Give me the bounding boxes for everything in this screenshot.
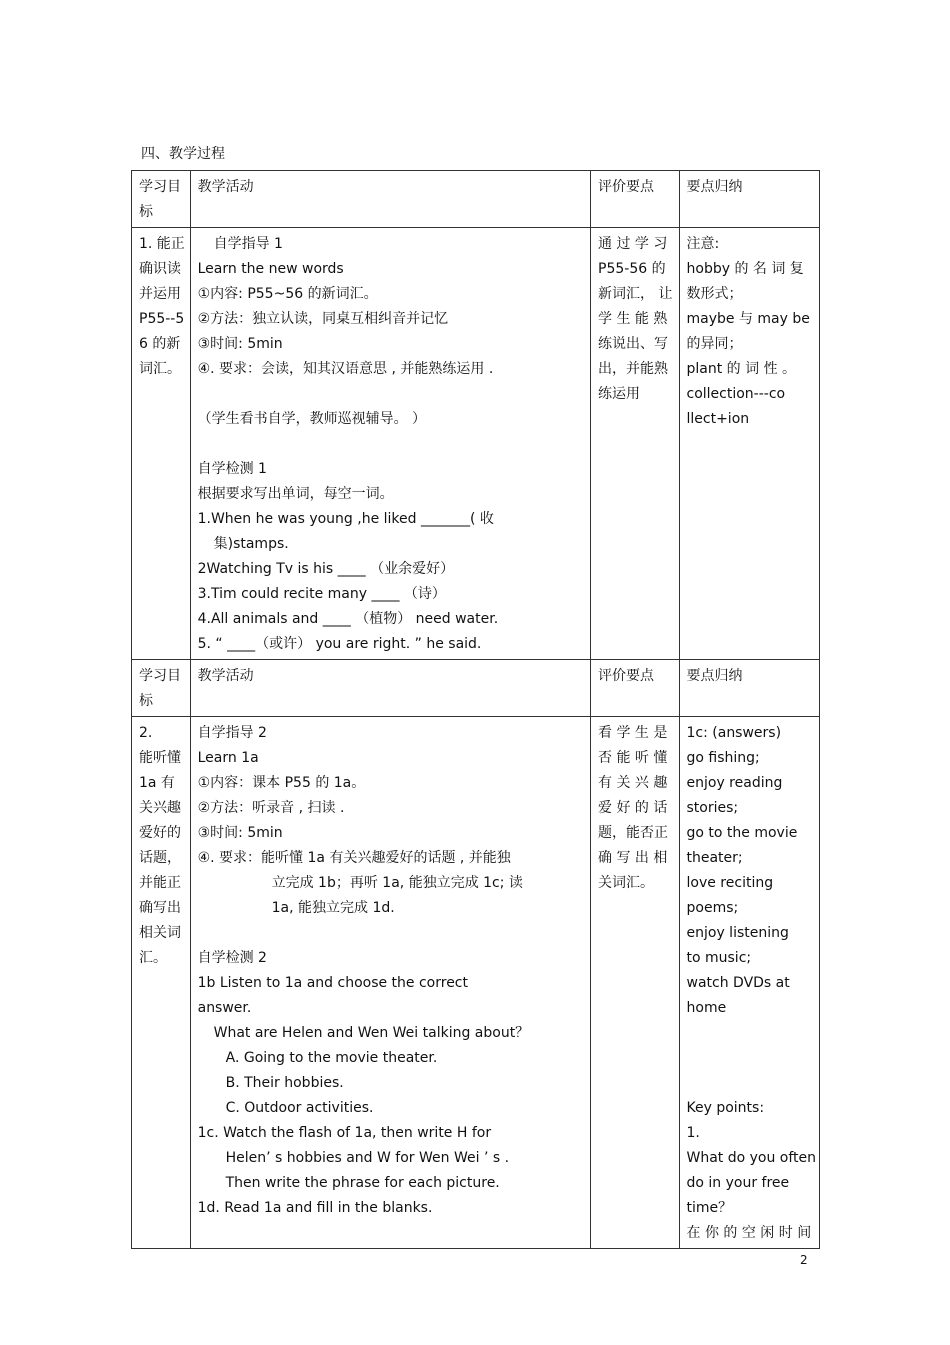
summary-line: collection---co	[686, 386, 786, 402]
activity-line: 4.All animals and ____ （植物） need water.	[197, 611, 499, 627]
summary-line: do in your free	[686, 1175, 790, 1191]
summary-line: hobby 的 名 词 复	[686, 261, 804, 277]
row2-goal	[132, 717, 191, 1249]
row2-goal-line: 爱好的	[139, 825, 181, 841]
row2-summary	[679, 717, 820, 1249]
summary-line: theater;	[686, 850, 743, 866]
activity-line: 自学指导 1	[213, 236, 283, 252]
summary-line: 数形式；	[686, 286, 743, 302]
row2-goal-line: 关兴趣	[139, 800, 181, 816]
header-summary: 要点归纳	[679, 171, 820, 228]
row1-goal-line: 6 的新	[139, 336, 181, 352]
table-row	[132, 717, 820, 1249]
summary-line: Key points:	[686, 1100, 765, 1116]
row1-goal-line: 并运用	[139, 286, 181, 302]
row1-goal-line: 词汇。	[139, 361, 181, 377]
activity-line: 3.Tim could recite many ____ （诗）	[197, 586, 446, 602]
evaluation-line: 学 生 能 熟	[598, 311, 668, 327]
activity-line: ③时间: 5min	[197, 336, 283, 352]
summary-line: stories;	[686, 800, 739, 816]
evaluation-line: P55-56 的	[598, 261, 666, 277]
activity-line: ④. 要求：能听懂 1a 有关兴趣爱好的话题 , 并能独	[197, 850, 511, 866]
evaluation-line: 看 学 生 是	[598, 725, 668, 741]
row2-evaluation	[591, 717, 679, 1249]
evaluation-line: 通 过 学 习	[598, 236, 668, 252]
header-goal-line: 标	[139, 204, 153, 220]
teaching-process-table	[131, 170, 820, 1249]
evaluation-line: 练说出、写	[598, 336, 669, 352]
evaluation-line: 爱 好 的 话	[598, 800, 668, 816]
evaluation-line: 练运用	[598, 386, 641, 402]
row2-goal-line: 1a 有	[139, 775, 175, 791]
activity-line: A. Going to the movie theater.	[225, 1050, 438, 1066]
row2-goal-line: 汇。	[139, 950, 167, 966]
row1-goal-line: 1. 能正	[139, 236, 185, 252]
header-row	[132, 171, 820, 228]
activity-line: Learn 1a	[197, 750, 259, 766]
activity-line: ③时间: 5min	[197, 825, 283, 841]
row2-goal-line: 并能正	[139, 875, 181, 891]
header-goal	[132, 171, 191, 228]
activity-line: 1.When he was young ,he liked _______( 收	[197, 511, 494, 527]
summary-line: enjoy listening	[686, 925, 789, 941]
row1-goal	[132, 228, 191, 660]
summary-line: love reciting	[686, 875, 774, 891]
evaluation-line: 新词汇， 让	[598, 286, 673, 302]
activity-line: 自学检测 2	[197, 950, 267, 966]
activity-line: C. Outdoor activities.	[225, 1100, 374, 1116]
header-goal-line: 标	[139, 693, 153, 709]
row2-goal-line: 话题，	[139, 850, 181, 866]
row2-goal-line: 2.	[139, 725, 153, 741]
activity-line: 1a, 能独立完成 1d.	[271, 900, 395, 916]
activity-line: Learn the new words	[197, 261, 344, 277]
summary-line: poems;	[686, 900, 739, 916]
summary-line: 在 你 的 空 闲 时 间	[686, 1225, 812, 1241]
activity-line: answer.	[197, 1000, 252, 1016]
header-goal-line: 学习目	[139, 668, 181, 684]
summary-line: go fishing;	[686, 750, 760, 766]
summary-line: 的异同；	[686, 336, 743, 352]
activity-line: 集)stamps.	[213, 536, 289, 552]
row1-goal-line: P55--5	[139, 311, 185, 327]
row2-goal-line: 确写出	[139, 900, 181, 916]
evaluation-line: 出，并能熟	[598, 361, 669, 377]
summary-line: enjoy reading	[686, 775, 783, 791]
summary-line: 1c: (answers)	[686, 725, 782, 741]
activity-line: ①内容: P55~56 的新词汇。	[197, 286, 378, 302]
summary-line: plant 的 词 性 。	[686, 361, 797, 377]
evaluation-line: 题，能否正	[598, 825, 669, 841]
row1-activity	[190, 228, 590, 660]
summary-line: time？	[686, 1200, 733, 1216]
header-activity: 教学活动	[190, 171, 590, 228]
summary-line: maybe 与 may be	[686, 311, 810, 327]
header-evaluation: 评价要点	[591, 171, 679, 228]
summary-line: 1.	[686, 1125, 700, 1141]
row2-goal-line: 相关词	[139, 925, 181, 941]
header-evaluation: 评价要点	[591, 660, 679, 717]
table-row	[132, 228, 820, 660]
header-activity: 教学活动	[190, 660, 590, 717]
activity-line: ④. 要求：会读，知其汉语意思 , 并能熟练运用 .	[197, 361, 494, 377]
activity-line: 1d. Read 1a and fill in the blanks.	[197, 1200, 433, 1216]
header-summary: 要点归纳	[679, 660, 820, 717]
summary-line: 注意:	[686, 236, 720, 252]
section-title: 四、教学过程	[141, 146, 225, 162]
row1-evaluation	[591, 228, 679, 660]
activity-line: ②方法：独立认读，同桌互相纠音并记忆	[197, 311, 449, 327]
summary-line: go to the movie	[686, 825, 798, 841]
activity-line: 立完成 1b；再听 1a, 能独立完成 1c; 读	[271, 875, 523, 891]
activity-line: 5. “ ____（或许） you are right. ” he said.	[197, 636, 482, 652]
summary-line: watch DVDs at	[686, 975, 790, 991]
activity-line: 2Watching Tv is his ____ （业余爱好）	[197, 561, 455, 577]
summary-line: to music;	[686, 950, 752, 966]
activity-line: Helen’ s hobbies and W for Wen Wei ’ s .	[225, 1150, 510, 1166]
page-number: 2	[800, 1253, 808, 1267]
header-goal	[132, 660, 191, 717]
activity-line: Then write the phrase for each picture.	[225, 1175, 500, 1191]
activity-line: 1c. Watch the flash of 1a, then write H for	[197, 1125, 492, 1141]
activity-line: 根据要求写出单词，每空一词。	[197, 486, 394, 502]
evaluation-line: 确 写 出 相	[598, 850, 668, 866]
activity-line: ②方法：听录音 , 扫读 .	[197, 800, 345, 816]
row1-goal-line: 确识读	[139, 261, 181, 277]
summary-line: home	[686, 1000, 727, 1016]
row2-activity	[190, 717, 590, 1249]
activity-line: 1b Listen to 1a and choose the correct	[197, 975, 468, 991]
summary-line: What do you often	[686, 1150, 817, 1166]
evaluation-line: 否 能 听 懂	[598, 750, 668, 766]
header-row-repeat	[132, 660, 820, 717]
activity-line: What are Helen and Wen Wei talking about？	[213, 1025, 530, 1041]
evaluation-line: 有 关 兴 趣	[598, 775, 668, 791]
evaluation-line: 关词汇。	[598, 875, 655, 891]
activity-line: B. Their hobbies.	[225, 1075, 344, 1091]
activity-line: ①内容：课本 P55 的 1a。	[197, 775, 366, 791]
activity-line: 自学指导 2	[197, 725, 267, 741]
activity-line: （学生看书自学，教师巡视辅导。 ）	[197, 411, 427, 427]
header-goal-line: 学习目	[139, 179, 181, 195]
row1-summary	[679, 228, 820, 660]
row2-goal-line: 能听懂	[139, 750, 181, 766]
activity-line: 自学检测 1	[197, 461, 267, 477]
summary-line: llect+ion	[686, 411, 750, 427]
